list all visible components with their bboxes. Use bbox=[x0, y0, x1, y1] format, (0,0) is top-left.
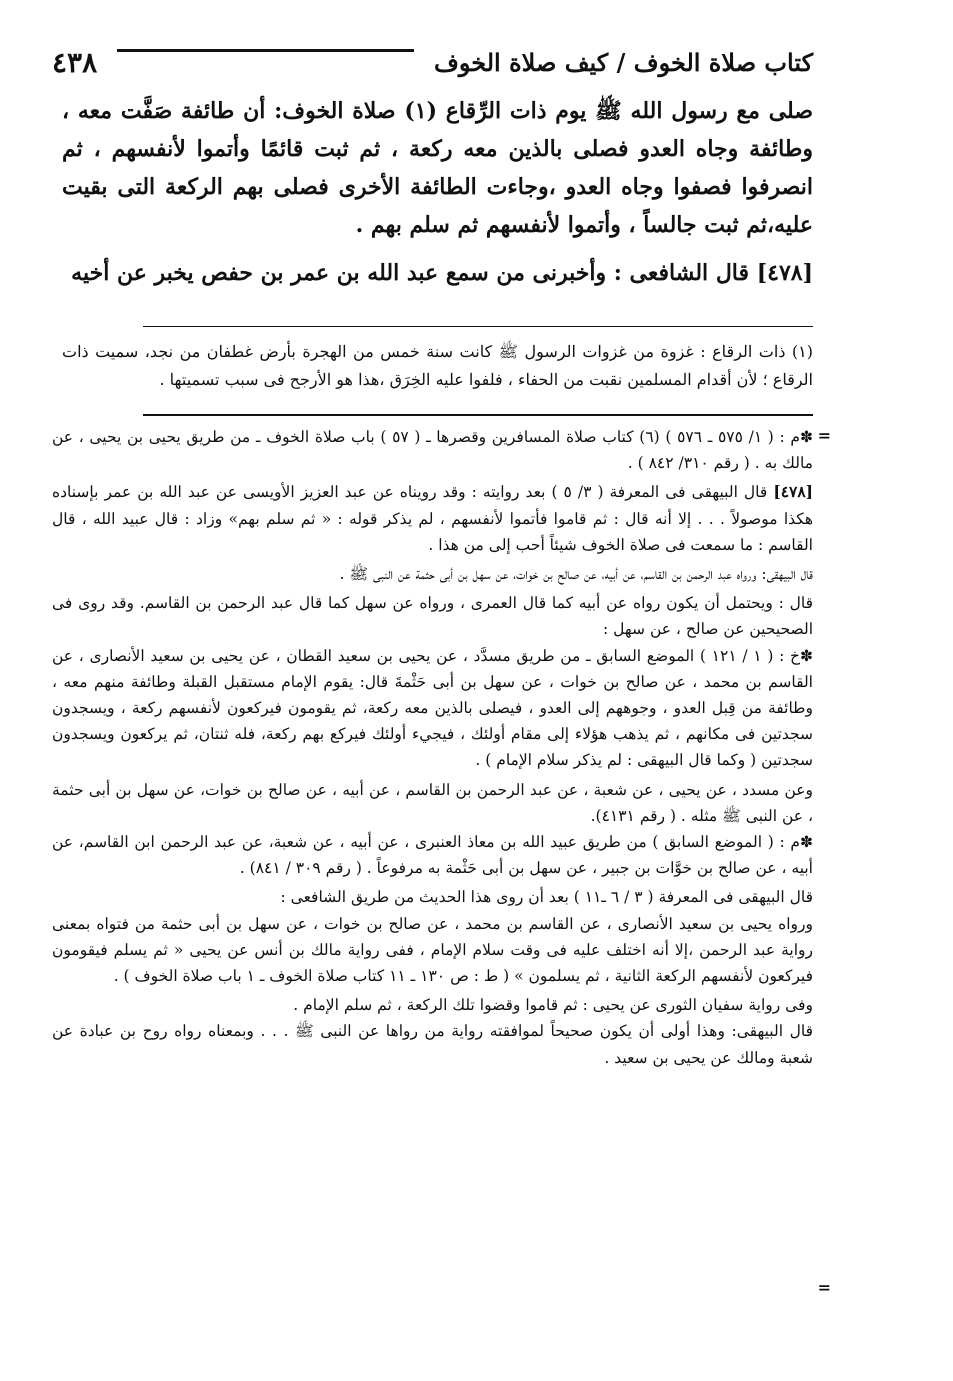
page-number: ٤٣٨ bbox=[52, 45, 98, 79]
page-header bbox=[52, 40, 813, 84]
takhrij-hadith-number: [٤٧٨] bbox=[773, 482, 814, 502]
hadith-text: قال الشافعى : وأخبرنى من سمع عبد الله بن عمر بن حفص يخبر عن أخيه bbox=[71, 260, 750, 286]
footnote-text: (١) ذات الرقاع : غزوة من غزوات الرسول ﷺ كانت سنة خمس من الهجرة بأرض غطفان من نجد، سميت ذات الرقاع ؛ لأن أقدام المسلمين نقبت من الحفاء ، فلفوا عليه الخِرَق ،هذا هو الأرجح فى سبب تسميتها . bbox=[62, 342, 813, 389]
takhrij-divider bbox=[143, 414, 813, 416]
takhrij-paragraph: ✽م : ( الموضع السابق ) من طريق عبيد الله بن معاذ العنبرى ، عن أبيه ، عن شعبة، عن عبد الرحمن ابن القاسم، عن أبيه ، عن صالح بن خوَّات بن جبير ، عن سهل بن أبى حَثْمة به مرفوعاً . ( رقم ٣٠٩ / ٨٤١) . bbox=[52, 833, 813, 878]
takhrij-text: قال البيهقى فى المعرفة ( ٣/ ٥ ) بعد روايته : وقد رويناه عن عبد العزيز الأويسى عن عبد الله بن عمر بإسناده هكذا موصولاً . . . إلا أنه قال : ثم قاموا فأتموا لأنفسهم ، لم يذكر قوله : « ثم سلم بهم» وزاد : قال عبيد الله ، قال القاسم : ما سمعت فى صلاة الخوف شيئاً أحب إلى من هذا . bbox=[52, 483, 813, 554]
takhrij-paragraph bbox=[52, 479, 813, 558]
takhrij-paragraph: وعن مسدد ، عن يحيى ، عن شعبة ، عن عبد الرحمن بن القاسم ، عن أبيه ، عن صالح بن خوات، عن سهل بن أبى حثمة ، عن النبى ﷺ مثله . ( رقم ٤١٣١). bbox=[52, 780, 813, 825]
hadith-number: [٤٧٨] bbox=[756, 260, 813, 286]
takhrij-paragraph: ✽خ : ( ١ / ١٢١ ) الموضع السابق ـ من طريق مسدَّد ، عن يحيى بن سعيد القطان ، عن يحيى بن سعيد الأنصارى ، عن القاسم بن محمد ، عن صالح بن خوات ، عن سهل بن أبى حَثْمةَ قال: يقوم الإمام مستقبل القبلة وطائفة منهم معه ، وطائفة من قِبل العدو ، وجوههم إلى العدو ، فيصلى بالذين معه ركعة، ثم يقومون فيركعون لأنفسهم ركعة ، ويسجدون سجدتين فى مكانهم ، ثم يذهب هؤلاء إلى مقام أولئك ، فيجيء أولئك فيركع بهم ركعة، فله ثنتان، ثم يركعون ويسجدون سجدتين ( وكما قال البيهقى : لم يذكر سلام الإمام ) . bbox=[52, 646, 813, 770]
main-text bbox=[62, 92, 813, 292]
footnote-divider bbox=[143, 326, 813, 327]
takhrij-paragraph: قال البيهقى فى المعرفة ( ٣ / ٦ ـ١١ ) بعد أن روى هذا الحديث من طريق الشافعى : bbox=[280, 888, 813, 907]
header-rule bbox=[117, 49, 414, 52]
hadith-478 bbox=[62, 254, 813, 292]
takhrij-section bbox=[52, 424, 813, 1071]
takhrij-paragraph: ورواه يحيى بن سعيد الأنصارى ، عن القاسم بن محمد ، عن صالح بن خوات ، عن سهل بن أبى حثمة من فتواه بمعنى رواية عبد الرحمن ،إلا أنه اختلف عليه فى وقت سلام الإمام ، ففى رواية مالك بن أنس عن يحيى « ثم يسلم فيقومون فيركعون لأنفسهم الركعة الثانية ، ثم يسلمون » ( ط : ص ١٣٠ ـ ١١ كتاب صلاة الخوف ـ ١ باب صلاة الخوف ) . bbox=[52, 914, 813, 986]
takhrij-paragraph: قال البيهقى: وهذا أولى أن يكون صحيحاً لموافقته رواية من رواها عن النبى ﷺ . . . وبمعناه رواه روح بن عبادة عن شعبة ومالك عن يحيى بن سعيد . bbox=[52, 1022, 813, 1067]
footnote bbox=[62, 338, 813, 394]
main-paragraph: صلى مع رسول الله ﷺ يوم ذات الرِّقاع (١) صلاة الخوف: أن طائفة صَفَّت معه ، وطائفة وجاه العدو فصلى بالذين معه ركعة ، ثم ثبت قائمًا وأتموا لأنفسهم ، ثم انصرفوا فصفوا وجاه العدو ،وجاءت الطائفة الأخرى فصلى بهم الركعة التى بقيت عليه،ثم ثبت جالساً ، وأتموا لأنفسهم ثم سلم بهم . bbox=[62, 98, 813, 238]
takhrij-paragraph: قال : ويحتمل أن يكون رواه عن أبيه كما قال العمرى ، ورواه عن سهل كما قال عبد الرحمن بن القاسم. وقد روى فى الصحيحين عن صالح ، عن سهل : bbox=[52, 594, 813, 639]
takhrij-paragraph: ✽م : ( ١/ ٥٧٥ ـ ٥٧٦ ) (٦) كتاب صلاة المسافرين وقصرها ـ ( ٥٧ ) باب صلاة الخوف ـ من طريق يحيى بن يحيى ، عن مالك به . ( رقم ٣١٠/ ٨٤٢ ) . bbox=[52, 428, 813, 473]
continuation-mark-top: = bbox=[817, 426, 831, 445]
running-title: كتاب صلاة الخوف / كيف صلاة الخوف bbox=[433, 47, 813, 77]
takhrij-paragraph: قال البيهقى: ورواه عبد الرحمن بن القاسم، عن أبيه، عن صالح بن خوات، عن سهل بن أبى حثمة عن النبى ﷺ . bbox=[339, 565, 813, 584]
continuation-mark-bottom: = bbox=[817, 1278, 831, 1297]
takhrij-paragraph: وفى رواية سفيان الثورى عن يحيى : ثم قاموا وقضوا تلك الركعة ، ثم سلم الإمام . bbox=[293, 996, 813, 1015]
